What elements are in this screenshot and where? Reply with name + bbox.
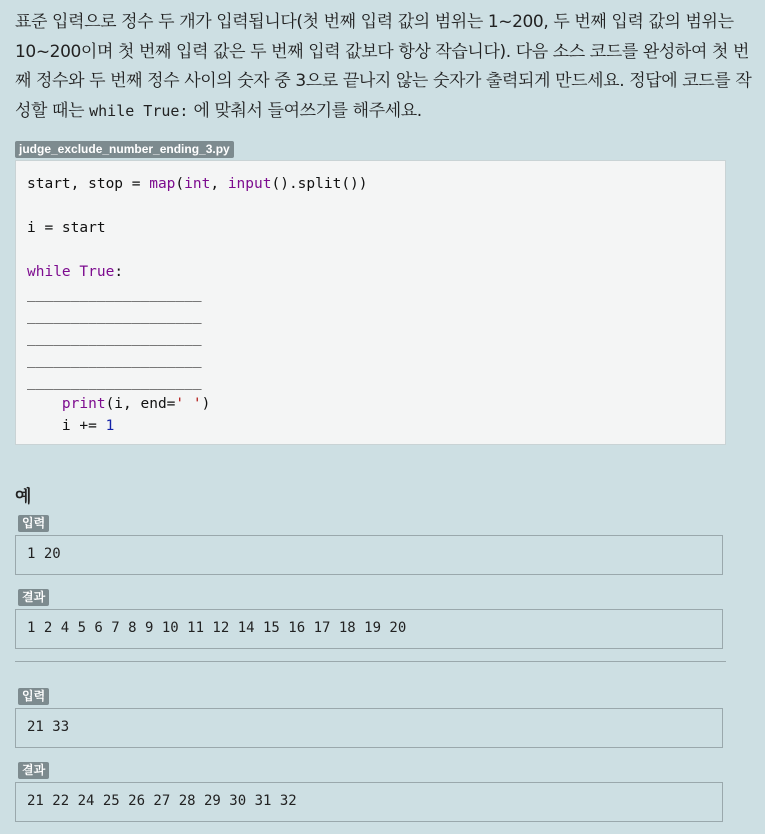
inline-code: while True: [89, 101, 189, 120]
output-label-2: 결과 [18, 762, 49, 779]
example-divider [15, 661, 726, 662]
input-box-1[interactable] [15, 535, 723, 575]
example-heading: 예 [15, 487, 32, 507]
code-content: start, stop = map(int, input().split()) i = start while True: ____________________ ____________________ ____________________ ____________________ ____________________ print(i, end=' ') i += 1 [27, 176, 368, 434]
input-value-2: 21 33 [27, 719, 70, 735]
problem-text: 표준 입력으로 정수 두 개가 입력됩니다(첫 번째 입력 값의 범위는 1~200, 두 번째 입력 값의 범위는 10~200이며 첫 번째 입력 값은 두 번째 입력 값보다 항상 작습니다). 다음 소스 코드를 완성하여 첫 번째 정수와 두 번째 정수 사이의 숫자 중 3으로 끝나지 않는 숫자가 출력되게 만드세요. 정답에 코드를 작성할 때는 [15, 12, 752, 121]
input-label-2: 입력 [18, 688, 49, 705]
input-box-2[interactable] [15, 708, 723, 748]
blank-line-1: ____________________ [27, 286, 202, 302]
output-value-2: 21 22 24 25 26 27 28 29 30 31 32 [27, 793, 297, 809]
code-block[interactable] [15, 160, 726, 445]
input-value-1: 1 20 [27, 546, 61, 562]
input-label-1: 입력 [18, 515, 49, 532]
output-value-1: 1 2 4 5 6 7 8 9 10 11 12 14 15 16 17 18 19 20 [27, 620, 407, 636]
blank-line-2: ____________________ [27, 308, 202, 324]
problem-description [15, 8, 755, 126]
file-name-tag: judge_exclude_number_ending_3.py [15, 141, 234, 158]
output-box-2[interactable] [15, 782, 723, 822]
output-label-1: 결과 [18, 589, 49, 606]
blank-line-4: ____________________ [27, 352, 202, 368]
blank-line-3: ____________________ [27, 330, 202, 346]
blank-line-5: ____________________ [27, 374, 202, 390]
output-box-1[interactable] [15, 609, 723, 649]
problem-text-end: 에 맞춰서 들여쓰기를 해주세요. [188, 100, 422, 121]
